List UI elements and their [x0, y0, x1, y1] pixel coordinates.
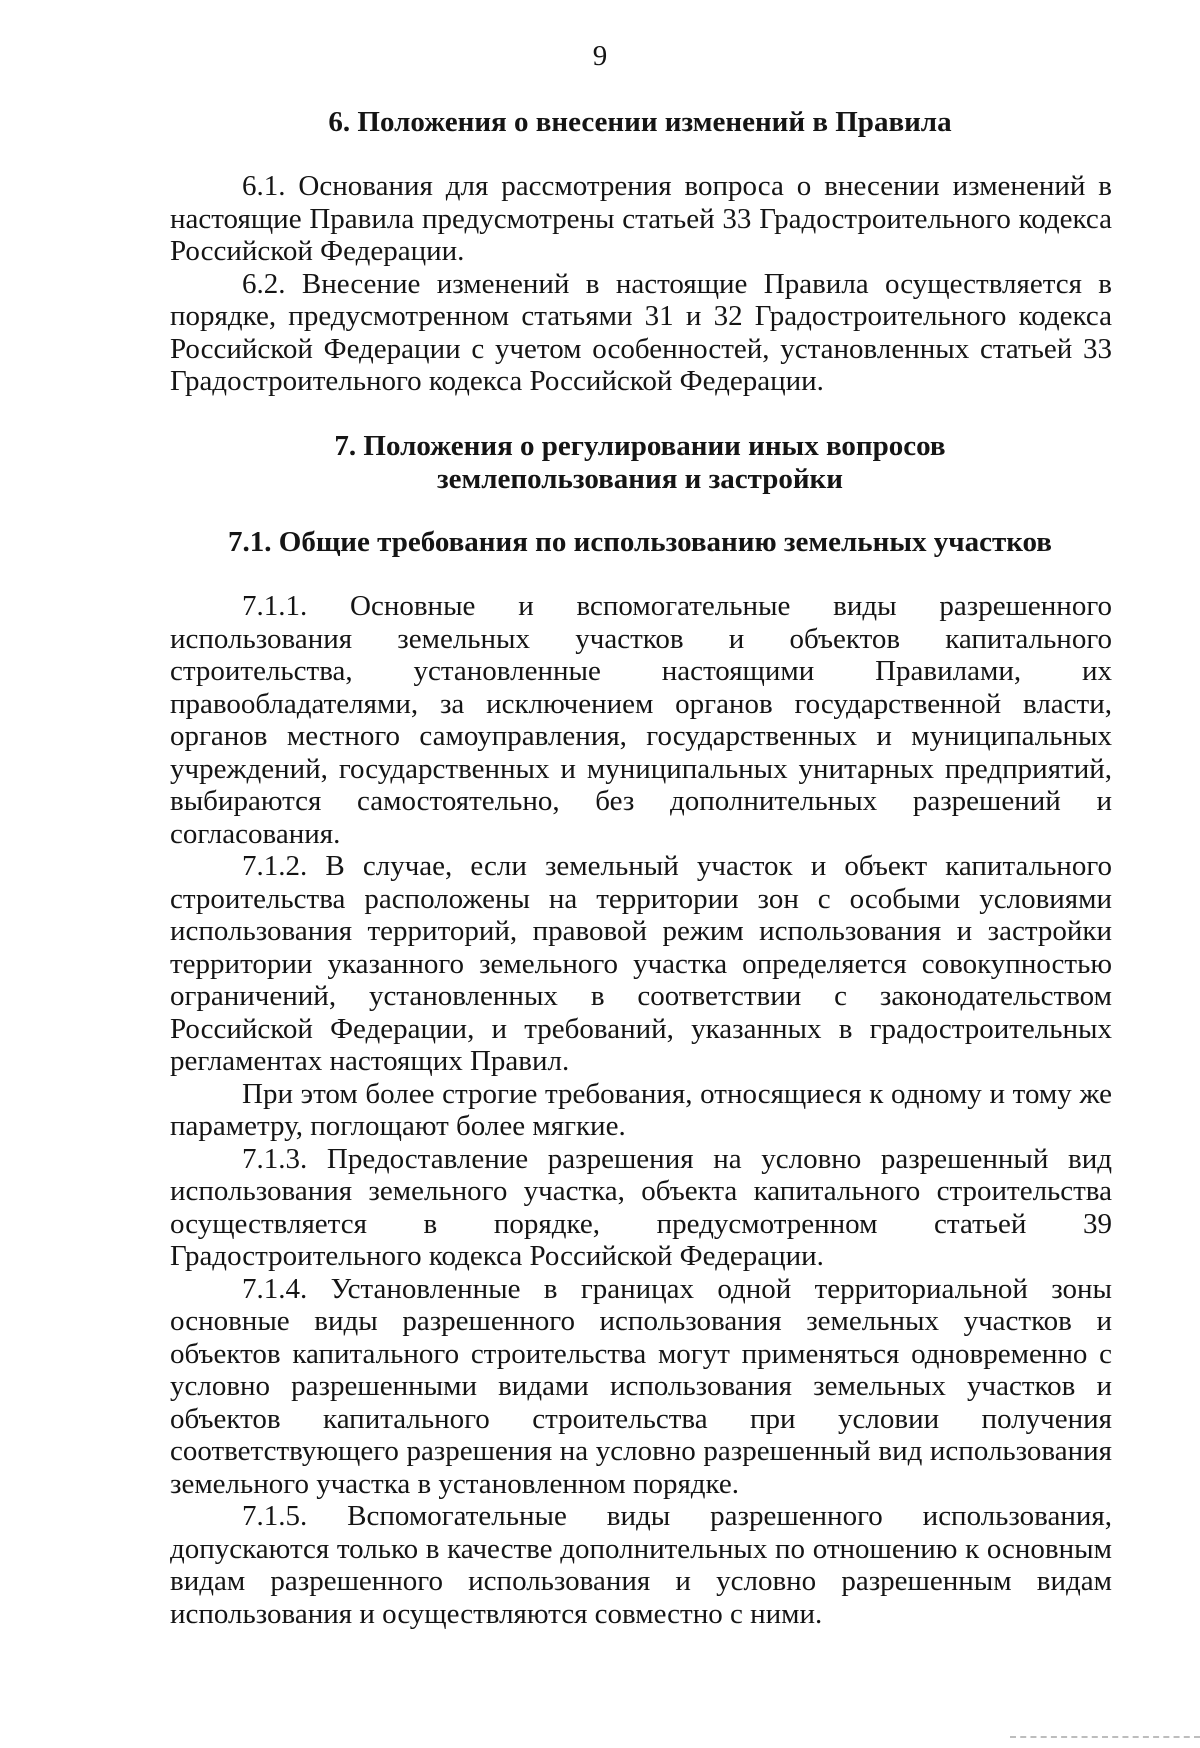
paragraph-7-1-4: 7.1.4. Установленные в границах одной территориальной зоны основные виды разрешенного использования земельных участков и объектов капитального строительства могут применяться одновременно с условно разрешенными видами использования земельных участков и объектов капитального строительства при условии получения соответствующего разрешения на условно разрешенный вид использования земельного участка в установленном порядке. [170, 1272, 1112, 1500]
section-7-1-heading: 7.1. Общие требования по использованию земельных участков [228, 526, 1052, 558]
paragraph-7-1-2-note: При этом более строгие требования, относящиеся к одному и тому же параметру, поглощают более мягкие. [170, 1077, 1112, 1142]
paragraph-7-1-3: 7.1.3. Предоставление разрешения на условно разрешенный вид использования земельного участка, объекта капитального строительства осуществляется в порядке, предусмотренном статьей 39 Градостроительного кодекса Российской Федерации. [170, 1142, 1112, 1272]
paragraph-7-1-1: 7.1.1. Основные и вспомогательные виды разрешенного использования земельных участков и объектов капитального строительства, установленные настоящими Правилами, их правообладателями, за исключением органов государственной власти, органов местного самоуправления, государственных и муниципальных учреждений, государственных и муниципальных унитарных предприятий, выбираются самостоятельно, без дополнительных разрешений и согласования. [170, 590, 1112, 850]
section-7-1-body [170, 590, 1112, 1630]
scan-edge-line [1010, 1736, 1200, 1738]
section-6-heading: 6. Положения о внесении изменений в Правила [328, 106, 952, 138]
paragraph-6-2: 6.2. Внесение изменений в настоящие Правила осуществляется в порядке, предусмотренном статьями 31 и 32 Градостроительного кодекса Российской Федерации с учетом особенностей, установленных статьей 33 Градостроительного кодекса Российской Федерации. [170, 267, 1112, 397]
section-7-heading-line-1: 7. Положения о регулировании иных вопросов [334, 430, 946, 462]
section-7-heading [170, 430, 1110, 496]
section-7-heading-line-2: землепользования и застройки [437, 463, 843, 495]
paragraph-7-1-2: 7.1.2. В случае, если земельный участок и объект капитального строительства расположены на территории зон с особыми условиями использования территорий, правовой режим использования и застройки территории указанного земельного участка определяется совокупностью ограничений, установленных в соответствии с законодательством Российской Федерации, и требований, указанных в градостроительных регламентах настоящих Правил. [170, 850, 1112, 1077]
paragraph-6-1: 6.1. Основания для рассмотрения вопроса о внесении изменений в настоящие Правила предусмотрены статьей 33 Градостроительного кодекса Российской Федерации. [170, 170, 1112, 267]
paragraph-7-1-5: 7.1.5. Вспомогательные виды разрешенного использования, допускаются только в качестве дополнительных по отношению к основным видам разрешенного использования и условно разрешенным видам использования и осуществляются совместно с ними. [170, 1500, 1112, 1630]
page-number: 9 [592, 40, 608, 72]
section-6-body [170, 170, 1112, 398]
